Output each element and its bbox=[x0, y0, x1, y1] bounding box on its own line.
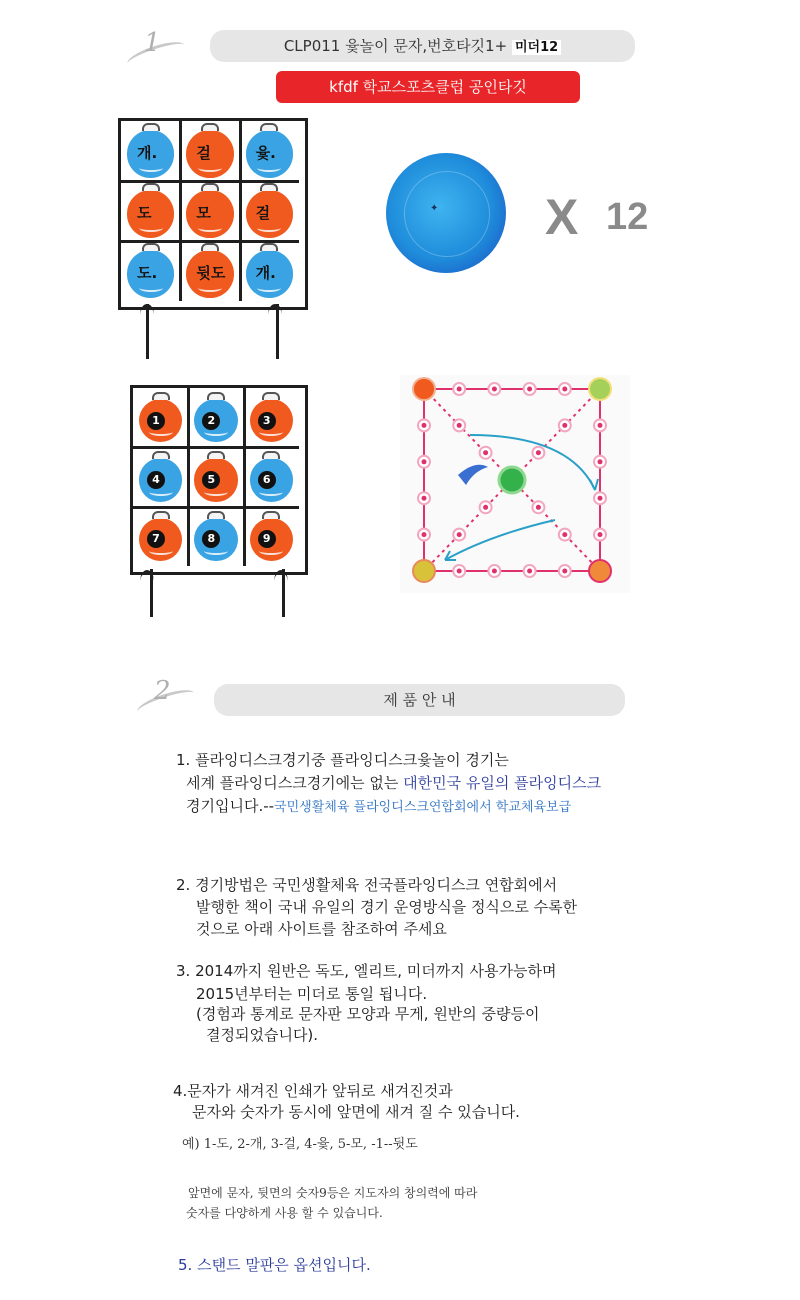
board-station-dot bbox=[598, 423, 603, 428]
item1-line2 bbox=[186, 772, 601, 794]
plate-slot bbox=[204, 428, 228, 436]
certified-banner-text: kfdf 학교스포츠클럽 공인타깃 bbox=[329, 78, 527, 96]
plate-hook bbox=[201, 123, 219, 131]
target-plate-label: 개. bbox=[255, 263, 276, 282]
rack-divider bbox=[243, 388, 246, 566]
board-station-dot bbox=[562, 532, 567, 537]
plate-slot bbox=[198, 224, 222, 232]
target-plate bbox=[246, 250, 293, 297]
product-title-bar bbox=[210, 30, 635, 62]
target-plate bbox=[186, 250, 233, 297]
item2-line3: 것으로 아래 사이트를 참조하여 주세요 bbox=[196, 920, 447, 938]
section-1-badge bbox=[122, 28, 192, 72]
plate-slot bbox=[257, 224, 281, 232]
target-plate bbox=[246, 130, 293, 177]
target-plate-label: 걸 bbox=[255, 203, 271, 222]
product-title: CLP011 윷놀이 문자,번호타깃1+ bbox=[283, 37, 508, 55]
plate-hook bbox=[201, 183, 219, 191]
target-plate-label: 도 bbox=[137, 203, 152, 222]
corner-marker bbox=[413, 560, 435, 582]
rack-divider bbox=[179, 121, 182, 301]
product-info-title: 제 품 안 내 bbox=[383, 691, 456, 709]
item3-line3: (경험과 통계로 문자판 모양과 무게, 원반의 중량등이 bbox=[196, 1005, 540, 1023]
item1-source: 국민생활체육 플라잉디스크연합회에서 학교체육보급 bbox=[274, 800, 572, 815]
target-plate-label: 7 bbox=[147, 530, 165, 548]
plate-hook bbox=[152, 392, 170, 400]
plate-slot bbox=[139, 224, 163, 232]
board-station-dot bbox=[422, 496, 427, 501]
plate-slot bbox=[198, 284, 222, 292]
board-station-dot bbox=[562, 423, 567, 428]
certified-banner bbox=[276, 71, 580, 103]
plate-hook bbox=[262, 392, 280, 400]
target-plate-label: 6 bbox=[258, 471, 276, 489]
target-plate bbox=[250, 399, 293, 442]
product-badge: 미더12 bbox=[512, 40, 561, 55]
plate-slot bbox=[259, 547, 283, 555]
disc-count: 12 bbox=[606, 196, 649, 238]
rack-foot bbox=[274, 570, 288, 593]
target-plate bbox=[127, 250, 174, 297]
board-station-dot bbox=[422, 532, 427, 537]
target-plate-label: 9 bbox=[258, 530, 276, 548]
target-plate bbox=[139, 458, 182, 501]
target-plate bbox=[127, 130, 174, 177]
target-plate bbox=[186, 190, 233, 237]
plate-slot bbox=[149, 547, 173, 555]
item1-line3-text: 경기입니다.-- bbox=[186, 797, 275, 815]
target-plate bbox=[250, 458, 293, 501]
yut-game-board bbox=[400, 375, 630, 593]
plate-hook bbox=[142, 243, 160, 251]
board-station-dot bbox=[457, 569, 462, 574]
target-plate-label: 8 bbox=[202, 530, 220, 548]
target-plate-label: 2 bbox=[202, 412, 220, 430]
target-plate-label: 4 bbox=[147, 471, 165, 489]
rack-divider bbox=[239, 121, 242, 301]
rack-foot bbox=[140, 304, 154, 325]
item1-line3 bbox=[186, 795, 571, 819]
target-plate bbox=[186, 130, 233, 177]
plate-hook bbox=[207, 511, 225, 519]
item2-line2: 발행한 책이 국내 유일의 경기 운영방식을 정식으로 수록한 bbox=[196, 898, 578, 916]
section-number: 2 bbox=[154, 676, 171, 706]
item4-line1: 4.문자가 새겨진 인쇄가 앞뒤로 새겨진것과 bbox=[173, 1082, 453, 1100]
board-station-dot bbox=[483, 450, 488, 455]
board-station-dot bbox=[492, 569, 497, 574]
board-station-dot bbox=[527, 569, 532, 574]
item1-line2-text: 세계 플라잉디스크경기에는 없는 bbox=[186, 774, 404, 792]
disc-ring bbox=[404, 171, 490, 257]
corner-marker bbox=[413, 378, 435, 400]
center-marker bbox=[499, 467, 525, 493]
plate-hook bbox=[142, 183, 160, 191]
plate-slot bbox=[257, 284, 281, 292]
corner-marker bbox=[589, 560, 611, 582]
target-plate-label: 도. bbox=[137, 263, 158, 282]
target-plate-label: 뒷도 bbox=[196, 263, 226, 282]
item4-note2: 숫자를 다양하게 사용 할 수 있습니다. bbox=[186, 1206, 383, 1220]
target-plate-label: 5 bbox=[202, 471, 220, 489]
plate-hook bbox=[262, 451, 280, 459]
target-plate-label: 윷. bbox=[255, 143, 276, 162]
board-station-dot bbox=[536, 450, 541, 455]
target-plate bbox=[139, 518, 182, 561]
target-plate bbox=[194, 518, 237, 561]
target-plate-label: 모 bbox=[196, 203, 211, 222]
plate-hook bbox=[260, 123, 278, 131]
plate-slot bbox=[139, 164, 163, 172]
target-plate bbox=[246, 190, 293, 237]
plate-hook bbox=[260, 243, 278, 251]
board-station-dot bbox=[536, 505, 541, 510]
letter-target-rack bbox=[118, 118, 308, 310]
board-station-dot bbox=[598, 532, 603, 537]
rack-foot bbox=[268, 304, 282, 325]
board-station-dot bbox=[422, 423, 427, 428]
rack-divider bbox=[133, 446, 299, 449]
plate-slot bbox=[204, 488, 228, 496]
rack-divider bbox=[187, 388, 190, 566]
number-target-rack bbox=[130, 385, 308, 575]
item2-line1: 2. 경기방법은 국민생활체육 전국플라잉디스크 연합회에서 bbox=[176, 876, 558, 894]
board-station-dot bbox=[562, 569, 567, 574]
board-station-dot bbox=[598, 496, 603, 501]
flying-disc-image bbox=[386, 153, 506, 273]
target-plate-label: 걸 bbox=[196, 143, 211, 162]
plate-hook bbox=[207, 392, 225, 400]
board-station-dot bbox=[598, 459, 603, 464]
plate-hook bbox=[152, 451, 170, 459]
item5: 5. 스탠드 말판은 옵션입니다. bbox=[178, 1256, 371, 1274]
target-plate bbox=[127, 190, 174, 237]
plate-slot bbox=[149, 488, 173, 496]
item4-example: 예) 1-도, 2-개, 3-걸, 4-윷, 5-모, -1--뒷도 bbox=[182, 1137, 418, 1152]
plate-slot bbox=[259, 488, 283, 496]
multiply-sign: X bbox=[545, 189, 579, 245]
rack-divider bbox=[133, 506, 299, 509]
board-station-dot bbox=[527, 387, 532, 392]
item3-line4: 결정되었습니다). bbox=[206, 1026, 319, 1044]
disc-logo-icon: ✦ bbox=[430, 203, 439, 214]
product-info-title-bar bbox=[214, 684, 625, 716]
board-station-dot bbox=[457, 387, 462, 392]
board-station-dot bbox=[483, 505, 488, 510]
item4-line2: 문자와 숫자가 동시에 앞면에 새겨 질 수 있습니다. bbox=[192, 1103, 520, 1121]
target-plate bbox=[139, 399, 182, 442]
plate-hook bbox=[207, 451, 225, 459]
board-station-dot bbox=[422, 459, 427, 464]
target-plate-label: 개. bbox=[137, 143, 158, 162]
plate-hook bbox=[142, 123, 160, 131]
plate-slot bbox=[259, 428, 283, 436]
plate-slot bbox=[139, 284, 163, 292]
item3-line1: 3. 2014까지 원반은 독도, 엘리트, 미더까지 사용가능하며 bbox=[176, 962, 557, 980]
plate-slot bbox=[257, 164, 281, 172]
board-station-dot bbox=[562, 387, 567, 392]
target-plate bbox=[250, 518, 293, 561]
item3-line2: 2015년부터는 미더로 통일 됩니다. bbox=[196, 985, 428, 1003]
corner-marker bbox=[589, 378, 611, 400]
board-station-dot bbox=[457, 532, 462, 537]
item1-highlight: 대한민국 유일의 플라잉디스크 bbox=[403, 774, 602, 792]
plate-hook bbox=[152, 511, 170, 519]
target-plate bbox=[194, 399, 237, 442]
plate-slot bbox=[149, 428, 173, 436]
target-plate-label: 3 bbox=[258, 412, 276, 430]
target-plate-label: 1 bbox=[147, 412, 165, 430]
plate-slot bbox=[204, 547, 228, 555]
plate-slot bbox=[198, 164, 222, 172]
plate-hook bbox=[201, 243, 219, 251]
board-station-dot bbox=[492, 387, 497, 392]
board-station-dot bbox=[457, 423, 462, 428]
plate-hook bbox=[260, 183, 278, 191]
item1-line1: 1. 플라잉디스크경기중 플라잉디스크윷놀이 경기는 bbox=[176, 751, 509, 769]
plate-hook bbox=[262, 511, 280, 519]
item4-note1: 앞면에 문자, 뒷면의 숫자9등은 지도자의 창의력에 따라 bbox=[188, 1186, 478, 1200]
target-plate bbox=[194, 458, 237, 501]
section-2-badge bbox=[132, 676, 202, 720]
rack-foot bbox=[140, 570, 154, 593]
section-number: 1 bbox=[144, 28, 161, 58]
